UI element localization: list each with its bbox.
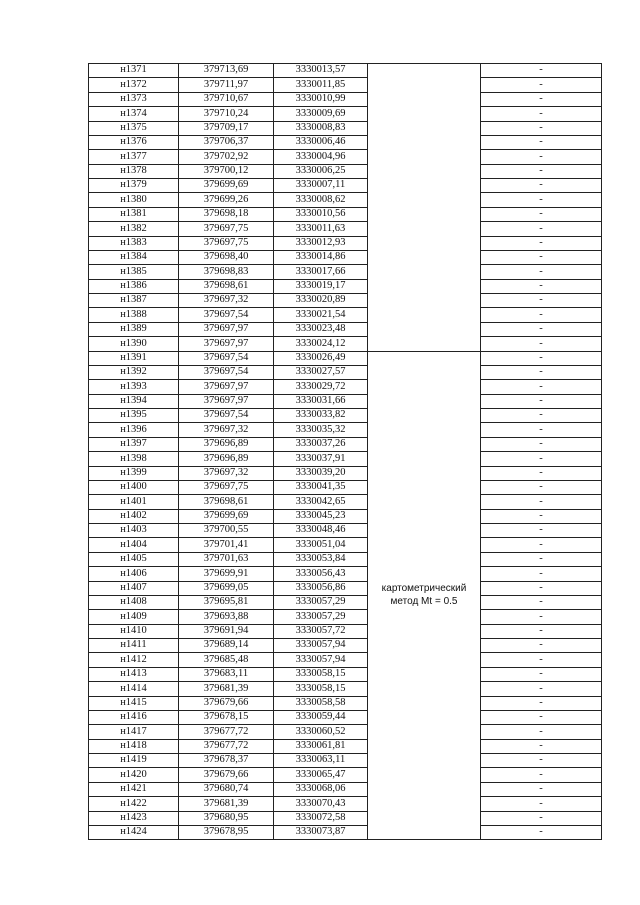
y-coordinate-cell: 3330009,69 xyxy=(274,107,368,121)
x-coordinate-cell: 379693,88 xyxy=(179,610,274,624)
point-id-cell: н1402 xyxy=(89,509,179,523)
table-row xyxy=(89,92,602,106)
dash-cell: - xyxy=(481,380,602,394)
x-coordinate-cell: 379697,97 xyxy=(179,337,274,351)
table-row xyxy=(89,207,602,221)
point-id-cell: н1395 xyxy=(89,409,179,423)
point-id-cell: н1374 xyxy=(89,107,179,121)
x-coordinate-cell: 379679,66 xyxy=(179,768,274,782)
y-coordinate-cell: 3330039,20 xyxy=(274,466,368,480)
x-coordinate-cell: 379681,39 xyxy=(179,682,274,696)
y-coordinate-cell: 3330010,56 xyxy=(274,207,368,221)
point-id-cell: н1399 xyxy=(89,466,179,480)
x-coordinate-cell: 379680,95 xyxy=(179,811,274,825)
point-id-cell: н1398 xyxy=(89,452,179,466)
table-row xyxy=(89,308,602,322)
table-row xyxy=(89,179,602,193)
dash-cell: - xyxy=(481,78,602,92)
point-id-cell: н1389 xyxy=(89,322,179,336)
x-coordinate-cell: 379698,18 xyxy=(179,207,274,221)
point-id-cell: н1406 xyxy=(89,567,179,581)
table-row xyxy=(89,265,602,279)
x-coordinate-cell: 379698,61 xyxy=(179,495,274,509)
point-id-cell: н1383 xyxy=(89,236,179,250)
x-coordinate-cell: 379697,75 xyxy=(179,236,274,250)
table-row xyxy=(89,466,602,480)
y-coordinate-cell: 3330006,46 xyxy=(274,135,368,149)
dash-cell: - xyxy=(481,639,602,653)
y-coordinate-cell: 3330058,15 xyxy=(274,682,368,696)
table-row xyxy=(89,164,602,178)
dash-cell: - xyxy=(481,725,602,739)
point-id-cell: н1393 xyxy=(89,380,179,394)
point-id-cell: н1405 xyxy=(89,552,179,566)
x-coordinate-cell: 379701,41 xyxy=(179,538,274,552)
x-coordinate-cell: 379696,89 xyxy=(179,437,274,451)
dash-cell: - xyxy=(481,279,602,293)
y-coordinate-cell: 3330012,93 xyxy=(274,236,368,250)
dash-cell: - xyxy=(481,164,602,178)
table-row xyxy=(89,667,602,681)
method-cell-empty xyxy=(368,64,481,352)
table-row xyxy=(89,480,602,494)
x-coordinate-cell: 379699,05 xyxy=(179,581,274,595)
y-coordinate-cell: 3330026,49 xyxy=(274,351,368,365)
y-coordinate-cell: 3330059,44 xyxy=(274,710,368,724)
y-coordinate-cell: 3330057,94 xyxy=(274,639,368,653)
point-id-cell: н1378 xyxy=(89,164,179,178)
y-coordinate-cell: 3330058,58 xyxy=(274,696,368,710)
point-id-cell: н1423 xyxy=(89,811,179,825)
table-row xyxy=(89,279,602,293)
x-coordinate-cell: 379697,75 xyxy=(179,222,274,236)
table-row xyxy=(89,524,602,538)
y-coordinate-cell: 3330017,66 xyxy=(274,265,368,279)
table-row xyxy=(89,150,602,164)
table-row xyxy=(89,64,602,78)
dash-cell: - xyxy=(481,222,602,236)
x-coordinate-cell: 379698,83 xyxy=(179,265,274,279)
x-coordinate-cell: 379710,24 xyxy=(179,107,274,121)
point-id-cell: н1418 xyxy=(89,739,179,753)
table-row xyxy=(89,452,602,466)
dash-cell: - xyxy=(481,538,602,552)
point-id-cell: н1400 xyxy=(89,480,179,494)
y-coordinate-cell: 3330057,72 xyxy=(274,624,368,638)
dash-cell: - xyxy=(481,179,602,193)
dash-cell: - xyxy=(481,437,602,451)
y-coordinate-cell: 3330027,57 xyxy=(274,365,368,379)
table-row xyxy=(89,250,602,264)
y-coordinate-cell: 3330060,52 xyxy=(274,725,368,739)
x-coordinate-cell: 379711,97 xyxy=(179,78,274,92)
method-label-line2: метод Mt = 0.5 xyxy=(390,596,458,608)
table-row xyxy=(89,797,602,811)
point-id-cell: н1424 xyxy=(89,825,179,839)
table-row xyxy=(89,236,602,250)
y-coordinate-cell: 3330072,58 xyxy=(274,811,368,825)
x-coordinate-cell: 379697,75 xyxy=(179,480,274,494)
table-row xyxy=(89,78,602,92)
dash-cell: - xyxy=(481,825,602,839)
y-coordinate-cell: 3330033,82 xyxy=(274,409,368,423)
point-id-cell: н1396 xyxy=(89,423,179,437)
x-coordinate-cell: 379678,95 xyxy=(179,825,274,839)
table-row xyxy=(89,365,602,379)
dash-cell: - xyxy=(481,653,602,667)
dash-cell: - xyxy=(481,754,602,768)
y-coordinate-cell: 3330051,04 xyxy=(274,538,368,552)
y-coordinate-cell: 3330053,84 xyxy=(274,552,368,566)
table-row xyxy=(89,380,602,394)
table-row xyxy=(89,696,602,710)
point-id-cell: н1409 xyxy=(89,610,179,624)
point-id-cell: н1413 xyxy=(89,667,179,681)
dash-cell: - xyxy=(481,696,602,710)
table-row xyxy=(89,509,602,523)
point-id-cell: н1376 xyxy=(89,135,179,149)
y-coordinate-cell: 3330011,63 xyxy=(274,222,368,236)
point-id-cell: н1375 xyxy=(89,121,179,135)
x-coordinate-cell: 379700,12 xyxy=(179,164,274,178)
table-row xyxy=(89,193,602,207)
y-coordinate-cell: 3330061,81 xyxy=(274,739,368,753)
table-row xyxy=(89,409,602,423)
y-coordinate-cell: 3330056,86 xyxy=(274,581,368,595)
x-coordinate-cell: 379699,91 xyxy=(179,567,274,581)
table-row xyxy=(89,595,602,609)
x-coordinate-cell: 379678,15 xyxy=(179,710,274,724)
dash-cell: - xyxy=(481,610,602,624)
dash-cell: - xyxy=(481,509,602,523)
dash-cell: - xyxy=(481,107,602,121)
x-coordinate-cell: 379677,72 xyxy=(179,725,274,739)
point-id-cell: н1421 xyxy=(89,782,179,796)
table-row xyxy=(89,437,602,451)
y-coordinate-cell: 3330024,12 xyxy=(274,337,368,351)
dash-cell: - xyxy=(481,64,602,78)
x-coordinate-cell: 379697,54 xyxy=(179,308,274,322)
point-id-cell: н1392 xyxy=(89,365,179,379)
point-id-cell: н1387 xyxy=(89,294,179,308)
point-id-cell: н1385 xyxy=(89,265,179,279)
table-row xyxy=(89,294,602,308)
x-coordinate-cell: 379697,32 xyxy=(179,294,274,308)
y-coordinate-cell: 3330048,46 xyxy=(274,524,368,538)
dash-cell: - xyxy=(481,150,602,164)
y-coordinate-cell: 3330014,86 xyxy=(274,250,368,264)
x-coordinate-cell: 379696,89 xyxy=(179,452,274,466)
point-id-cell: н1388 xyxy=(89,308,179,322)
y-coordinate-cell: 3330073,87 xyxy=(274,825,368,839)
table-row xyxy=(89,135,602,149)
dash-cell: - xyxy=(481,624,602,638)
y-coordinate-cell: 3330045,23 xyxy=(274,509,368,523)
dash-cell: - xyxy=(481,581,602,595)
y-coordinate-cell: 3330037,91 xyxy=(274,452,368,466)
table-row xyxy=(89,739,602,753)
table-row xyxy=(89,811,602,825)
dash-cell: - xyxy=(481,294,602,308)
table-row xyxy=(89,624,602,638)
table-row xyxy=(89,653,602,667)
x-coordinate-cell: 379701,63 xyxy=(179,552,274,566)
table-row xyxy=(89,725,602,739)
dash-cell: - xyxy=(481,121,602,135)
y-coordinate-cell: 3330011,85 xyxy=(274,78,368,92)
point-id-cell: н1414 xyxy=(89,682,179,696)
table-row xyxy=(89,782,602,796)
y-coordinate-cell: 3330008,83 xyxy=(274,121,368,135)
table-row xyxy=(89,423,602,437)
x-coordinate-cell: 379700,55 xyxy=(179,524,274,538)
y-coordinate-cell: 3330006,25 xyxy=(274,164,368,178)
y-coordinate-cell: 3330068,06 xyxy=(274,782,368,796)
table-row xyxy=(89,337,602,351)
y-coordinate-cell: 3330029,72 xyxy=(274,380,368,394)
y-coordinate-cell: 3330042,65 xyxy=(274,495,368,509)
dash-cell: - xyxy=(481,337,602,351)
x-coordinate-cell: 379710,67 xyxy=(179,92,274,106)
dash-cell: - xyxy=(481,739,602,753)
dash-cell: - xyxy=(481,409,602,423)
point-id-cell: н1407 xyxy=(89,581,179,595)
point-id-cell: н1411 xyxy=(89,639,179,653)
table-row xyxy=(89,351,602,365)
point-id-cell: н1415 xyxy=(89,696,179,710)
point-id-cell: н1372 xyxy=(89,78,179,92)
y-coordinate-cell: 3330063,11 xyxy=(274,754,368,768)
table-row xyxy=(89,682,602,696)
coordinates-table xyxy=(88,63,602,840)
x-coordinate-cell: 379678,37 xyxy=(179,754,274,768)
y-coordinate-cell: 3330004,96 xyxy=(274,150,368,164)
method-cell xyxy=(368,351,481,840)
y-coordinate-cell: 3330037,26 xyxy=(274,437,368,451)
point-id-cell: н1420 xyxy=(89,768,179,782)
x-coordinate-cell: 379685,48 xyxy=(179,653,274,667)
point-id-cell: н1422 xyxy=(89,797,179,811)
table-row xyxy=(89,567,602,581)
y-coordinate-cell: 3330013,57 xyxy=(274,64,368,78)
table-row xyxy=(89,322,602,336)
x-coordinate-cell: 379695,81 xyxy=(179,595,274,609)
point-id-cell: н1373 xyxy=(89,92,179,106)
y-coordinate-cell: 3330057,29 xyxy=(274,610,368,624)
point-id-cell: н1419 xyxy=(89,754,179,768)
dash-cell: - xyxy=(481,667,602,681)
point-id-cell: н1412 xyxy=(89,653,179,667)
x-coordinate-cell: 379681,39 xyxy=(179,797,274,811)
dash-cell: - xyxy=(481,480,602,494)
y-coordinate-cell: 3330020,89 xyxy=(274,294,368,308)
point-id-cell: н1404 xyxy=(89,538,179,552)
x-coordinate-cell: 379677,72 xyxy=(179,739,274,753)
y-coordinate-cell: 3330023,48 xyxy=(274,322,368,336)
table-row xyxy=(89,538,602,552)
dash-cell: - xyxy=(481,811,602,825)
x-coordinate-cell: 379697,97 xyxy=(179,322,274,336)
point-id-cell: н1416 xyxy=(89,710,179,724)
point-id-cell: н1410 xyxy=(89,624,179,638)
point-id-cell: н1377 xyxy=(89,150,179,164)
table-row xyxy=(89,107,602,121)
table-row xyxy=(89,222,602,236)
dash-cell: - xyxy=(481,682,602,696)
x-coordinate-cell: 379683,11 xyxy=(179,667,274,681)
x-coordinate-cell: 379699,69 xyxy=(179,179,274,193)
x-coordinate-cell: 379713,69 xyxy=(179,64,274,78)
table-row xyxy=(89,495,602,509)
y-coordinate-cell: 3330057,29 xyxy=(274,595,368,609)
y-coordinate-cell: 3330008,62 xyxy=(274,193,368,207)
y-coordinate-cell: 3330021,54 xyxy=(274,308,368,322)
x-coordinate-cell: 379699,26 xyxy=(179,193,274,207)
table-row xyxy=(89,394,602,408)
point-id-cell: н1397 xyxy=(89,437,179,451)
x-coordinate-cell: 379691,94 xyxy=(179,624,274,638)
y-coordinate-cell: 3330031,66 xyxy=(274,394,368,408)
x-coordinate-cell: 379697,32 xyxy=(179,466,274,480)
y-coordinate-cell: 3330070,43 xyxy=(274,797,368,811)
dash-cell: - xyxy=(481,265,602,279)
dash-cell: - xyxy=(481,365,602,379)
y-coordinate-cell: 3330065,47 xyxy=(274,768,368,782)
x-coordinate-cell: 379697,97 xyxy=(179,394,274,408)
dash-cell: - xyxy=(481,135,602,149)
dash-cell: - xyxy=(481,193,602,207)
dash-cell: - xyxy=(481,322,602,336)
point-id-cell: н1384 xyxy=(89,250,179,264)
dash-cell: - xyxy=(481,351,602,365)
point-id-cell: н1380 xyxy=(89,193,179,207)
y-coordinate-cell: 3330019,17 xyxy=(274,279,368,293)
dash-cell: - xyxy=(481,552,602,566)
x-coordinate-cell: 379698,61 xyxy=(179,279,274,293)
dash-cell: - xyxy=(481,394,602,408)
dash-cell: - xyxy=(481,595,602,609)
dash-cell: - xyxy=(481,782,602,796)
point-id-cell: н1379 xyxy=(89,179,179,193)
point-id-cell: н1371 xyxy=(89,64,179,78)
y-coordinate-cell: 3330058,15 xyxy=(274,667,368,681)
point-id-cell: н1390 xyxy=(89,337,179,351)
method-label-line1: картометрический xyxy=(381,582,467,594)
dash-cell: - xyxy=(481,452,602,466)
dash-cell: - xyxy=(481,250,602,264)
point-id-cell: н1386 xyxy=(89,279,179,293)
dash-cell: - xyxy=(481,710,602,724)
dash-cell: - xyxy=(481,207,602,221)
table-row xyxy=(89,552,602,566)
x-coordinate-cell: 379697,54 xyxy=(179,351,274,365)
x-coordinate-cell: 379697,97 xyxy=(179,380,274,394)
dash-cell: - xyxy=(481,423,602,437)
coordinates-table-body xyxy=(89,64,602,840)
table-row xyxy=(89,610,602,624)
point-id-cell: н1394 xyxy=(89,394,179,408)
dash-cell: - xyxy=(481,308,602,322)
dash-cell: - xyxy=(481,466,602,480)
table-row xyxy=(89,768,602,782)
x-coordinate-cell: 379697,54 xyxy=(179,409,274,423)
point-id-cell: н1408 xyxy=(89,595,179,609)
y-coordinate-cell: 3330041,35 xyxy=(274,480,368,494)
y-coordinate-cell: 3330007,11 xyxy=(274,179,368,193)
y-coordinate-cell: 3330056,43 xyxy=(274,567,368,581)
x-coordinate-cell: 379679,66 xyxy=(179,696,274,710)
dash-cell: - xyxy=(481,567,602,581)
dash-cell: - xyxy=(481,236,602,250)
x-coordinate-cell: 379702,92 xyxy=(179,150,274,164)
dash-cell: - xyxy=(481,524,602,538)
y-coordinate-cell: 3330035,32 xyxy=(274,423,368,437)
point-id-cell: н1403 xyxy=(89,524,179,538)
table-row xyxy=(89,639,602,653)
y-coordinate-cell: 3330010,99 xyxy=(274,92,368,106)
table-row xyxy=(89,754,602,768)
y-coordinate-cell: 3330057,94 xyxy=(274,653,368,667)
table-row xyxy=(89,121,602,135)
x-coordinate-cell: 379697,54 xyxy=(179,365,274,379)
point-id-cell: н1382 xyxy=(89,222,179,236)
x-coordinate-cell: 379698,40 xyxy=(179,250,274,264)
point-id-cell: н1417 xyxy=(89,725,179,739)
point-id-cell: н1391 xyxy=(89,351,179,365)
table-row xyxy=(89,825,602,839)
point-id-cell: н1401 xyxy=(89,495,179,509)
x-coordinate-cell: 379709,17 xyxy=(179,121,274,135)
dash-cell: - xyxy=(481,797,602,811)
x-coordinate-cell: 379706,37 xyxy=(179,135,274,149)
table-row xyxy=(89,581,602,595)
dash-cell: - xyxy=(481,495,602,509)
x-coordinate-cell: 379680,74 xyxy=(179,782,274,796)
x-coordinate-cell: 379697,32 xyxy=(179,423,274,437)
x-coordinate-cell: 379689,14 xyxy=(179,639,274,653)
point-id-cell: н1381 xyxy=(89,207,179,221)
dash-cell: - xyxy=(481,92,602,106)
table-row xyxy=(89,710,602,724)
x-coordinate-cell: 379699,69 xyxy=(179,509,274,523)
dash-cell: - xyxy=(481,768,602,782)
